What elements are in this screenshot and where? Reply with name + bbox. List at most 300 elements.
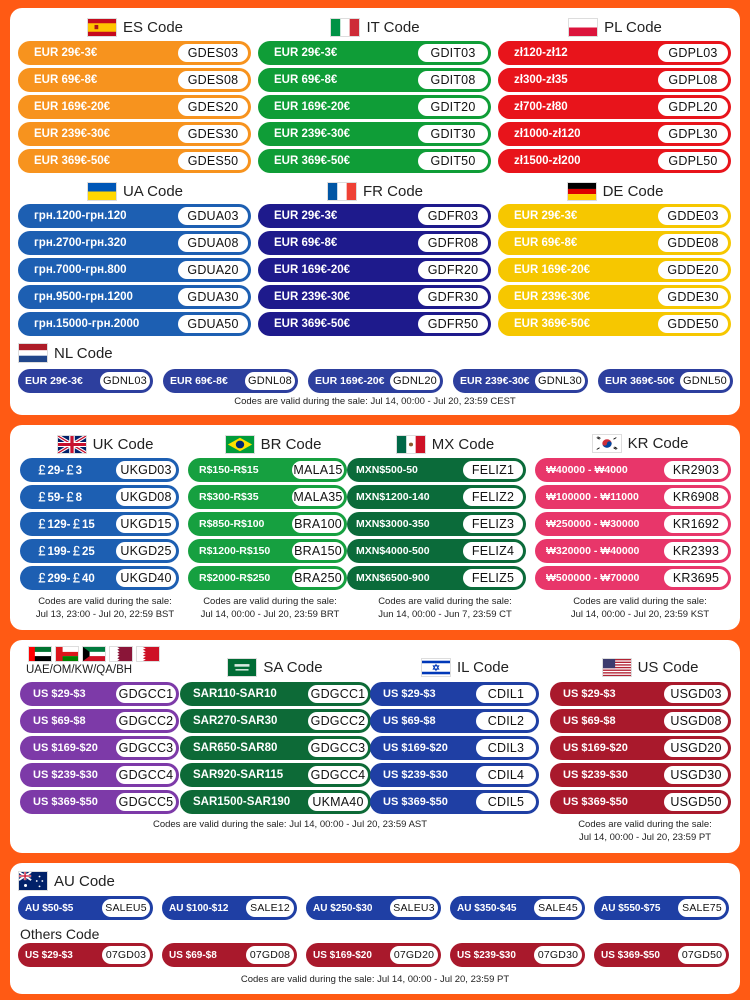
discount-tier: US $29-$3	[33, 688, 86, 700]
us-coupon-row[interactable]	[550, 709, 731, 733]
nl-title: NL Code	[54, 344, 113, 362]
coupon-code[interactable]: KR6908	[664, 488, 728, 506]
fr-header	[280, 180, 470, 202]
coupon-code[interactable]: SALE12	[246, 899, 294, 917]
discount-tier: zł1000-zł120	[514, 128, 581, 140]
gulf-validity-note: Codes are valid during the sale: Jul 14, 00:00 - Jul 20, 23:59 AST	[152, 819, 428, 830]
de-header	[520, 180, 710, 202]
br-coupon-row[interactable]	[188, 485, 347, 509]
discount-tier: EUR 239€-30€	[274, 291, 351, 303]
flag-oman-icon	[55, 646, 79, 662]
coupon-code[interactable]: MALA15	[293, 463, 343, 477]
coupon-code[interactable]: KR3695	[664, 569, 728, 587]
discount-tier: EUR 169€-20€	[274, 101, 351, 113]
discount-tier: AU $250-$30	[313, 902, 373, 914]
coupon-code[interactable]: USGD08	[664, 712, 728, 730]
coupon-code[interactable]: GDDE20	[658, 261, 728, 279]
uk-title: UK Code	[92, 435, 154, 453]
discount-tier: US $29-$3	[383, 688, 436, 700]
flag-korea-icon	[592, 434, 622, 453]
kr-coupon-row[interactable]	[535, 512, 731, 536]
mx-header	[360, 433, 530, 455]
discount-tier: EUR 239€-30€	[514, 291, 591, 303]
uk-header	[20, 433, 190, 455]
discount-tier: EUR 29€-3€	[274, 47, 338, 59]
nl-coupon-row[interactable]	[308, 369, 443, 393]
gulf-coupon-row[interactable]	[20, 736, 179, 760]
coupon-code[interactable]: GDFR20	[418, 261, 488, 279]
uk-coupon-row[interactable]	[20, 485, 179, 509]
es-coupon-row[interactable]	[18, 41, 251, 65]
discount-tier: SAR110-SAR10	[193, 688, 277, 700]
others-coupon-row[interactable]	[450, 943, 585, 967]
coupon-code[interactable]: GDGCC2	[116, 712, 176, 730]
de-coupon-row[interactable]	[498, 231, 731, 255]
flag-brazil-icon	[225, 435, 255, 454]
it-coupon-row[interactable]	[258, 41, 491, 65]
coupon-code[interactable]: GDUA50	[178, 315, 248, 333]
coupon-code[interactable]: SALEU3	[390, 899, 438, 917]
discount-tier: US $369-$50	[601, 949, 660, 961]
br-header	[188, 433, 358, 455]
coupon-code[interactable]: UKGD08	[116, 488, 176, 506]
discount-tier: SAR920-SAR115	[193, 769, 284, 781]
coupon-code[interactable]: USGD30	[664, 766, 728, 784]
coupon-code[interactable]: GDPL20	[658, 98, 728, 116]
coupon-code[interactable]: CDIL3	[476, 739, 536, 757]
discount-tier: US $369-$50	[383, 796, 448, 808]
discount-tier: US $69-$8	[383, 715, 436, 727]
coupon-code[interactable]: GDES08	[178, 71, 248, 89]
coupon-code[interactable]: 07GD50	[678, 946, 726, 964]
coupon-code[interactable]: CDIL4	[476, 766, 536, 784]
discount-tier: EUR 29€-3€	[274, 210, 338, 222]
flag-usa-icon	[602, 658, 632, 677]
fr-coupon-row[interactable]	[258, 258, 491, 282]
flag-kuwait-icon	[82, 646, 106, 662]
coupon-code[interactable]: GDPL50	[658, 152, 728, 170]
kr-coupon-row[interactable]	[535, 566, 731, 590]
il-coupon-row[interactable]	[370, 709, 539, 733]
coupon-code[interactable]: GDFR08	[418, 234, 488, 252]
coupon-code[interactable]: GDES20	[178, 98, 248, 116]
coupon-code[interactable]: GDES50	[178, 152, 248, 170]
coupon-code[interactable]: MALA35	[293, 490, 343, 504]
au-coupon-row[interactable]	[450, 896, 585, 920]
discount-tier: MXN$500-50	[356, 464, 418, 476]
discount-tier: ₩100000 - ₩11000	[546, 491, 639, 503]
flag-germany-icon	[567, 182, 597, 201]
de-coupon-row[interactable]	[498, 258, 731, 282]
coupon-code[interactable]: CDIL2	[476, 712, 536, 730]
flag-france-icon	[327, 182, 357, 201]
coupon-code[interactable]: BRA100	[292, 515, 344, 533]
sa-coupon-row[interactable]	[180, 763, 371, 787]
de-title: DE Code	[602, 182, 664, 200]
discount-tier: EUR 239€-30€	[274, 128, 351, 140]
coupon-code[interactable]: CDIL5	[476, 793, 536, 811]
discount-tier: US $29-$3	[563, 688, 616, 700]
us-coupon-row[interactable]	[550, 736, 731, 760]
br-coupon-row[interactable]	[188, 539, 347, 563]
coupon-code[interactable]: GDGCC1	[116, 685, 176, 703]
it-coupon-row[interactable]	[258, 68, 491, 92]
coupon-code[interactable]: GDGCC4	[308, 766, 368, 784]
nl-coupon-row[interactable]	[18, 369, 153, 393]
coupon-code[interactable]: BRA150	[292, 542, 344, 560]
gulf-flags	[28, 646, 160, 662]
coupon-code[interactable]: GDDE50	[658, 315, 728, 333]
coupon-code[interactable]: GDDE03	[658, 207, 728, 225]
kr-title: KR Code	[627, 434, 689, 452]
flag-poland-icon	[568, 18, 598, 37]
discount-tier: ￡59-￡8	[36, 492, 83, 504]
discount-tier: SAR1500-SAR190	[193, 796, 291, 808]
kr-coupon-row[interactable]	[535, 485, 731, 509]
coupon-code[interactable]: GDNL50	[680, 372, 730, 390]
pl-coupon-row[interactable]	[498, 122, 731, 146]
discount-tier: US $239-$30	[457, 949, 516, 961]
coupon-code[interactable]: USGD50	[664, 793, 728, 811]
discount-tier: EUR 29€-3€	[25, 375, 83, 387]
discount-tier: MXN$4000-500	[356, 545, 430, 557]
flag-australia-icon	[18, 871, 48, 891]
coupon-code[interactable]: FELIZ3	[463, 515, 523, 533]
coupon-code[interactable]: GDUA20	[178, 261, 248, 279]
coupon-code[interactable]: CDIL1	[476, 685, 536, 703]
discount-tier: EUR 69€-8€	[34, 74, 98, 86]
coupon-code[interactable]: GDGCC4	[116, 766, 176, 784]
uk-coupon-row[interactable]	[20, 539, 179, 563]
ua-coupon-row[interactable]	[18, 285, 251, 309]
sa-title: SA Code	[263, 658, 323, 676]
coupon-code[interactable]: GDDE08	[658, 234, 728, 252]
coupon-code[interactable]: UKGD15	[116, 515, 176, 533]
fr-coupon-row[interactable]	[258, 312, 491, 336]
coupon-code[interactable]: GDUA30	[178, 288, 248, 306]
sa-header	[190, 656, 360, 678]
discount-tier: EUR 169€-20€	[274, 264, 351, 276]
coupon-code[interactable]: SALE75	[678, 899, 726, 917]
nl-header	[18, 343, 113, 363]
uk-coupon-row[interactable]	[20, 512, 179, 536]
de-coupon-row[interactable]	[498, 312, 731, 336]
it-header	[280, 16, 470, 38]
discount-tier: US $239-$30	[383, 769, 448, 781]
coupon-code[interactable]: GDFR50	[418, 315, 488, 333]
coupon-code[interactable]: GDDE30	[658, 288, 728, 306]
pl-header	[520, 16, 710, 38]
discount-tier: ₩250000 - ₩30000	[546, 518, 640, 530]
coupon-code[interactable]: UKGD40	[116, 569, 176, 587]
au-coupon-row[interactable]	[18, 896, 153, 920]
ua-coupon-row[interactable]	[18, 312, 251, 336]
coupon-code[interactable]: SALE45	[534, 899, 582, 917]
discount-tier: EUR 369€-50€	[605, 375, 675, 387]
mx-coupon-row[interactable]	[347, 485, 526, 509]
coupon-code[interactable]: GDUA03	[178, 207, 248, 225]
il-title: IL Code	[457, 658, 509, 676]
uk-coupon-row[interactable]	[20, 566, 179, 590]
discount-tier: AU $100-$12	[169, 902, 229, 914]
sa-coupon-row[interactable]	[180, 682, 371, 706]
fr-coupon-row[interactable]	[258, 204, 491, 228]
discount-tier: MXN$1200-140	[356, 491, 430, 503]
discount-tier: AU $50-$5	[25, 902, 74, 914]
discount-tier: ￡129-￡15	[36, 519, 95, 531]
discount-tier: US $69-$8	[33, 715, 86, 727]
us-coupon-row[interactable]	[550, 790, 731, 814]
discount-tier: US $69-$8	[563, 715, 616, 727]
discount-tier: R$1200-R$150	[199, 545, 271, 557]
coupon-code[interactable]: GDPL03	[658, 44, 728, 62]
sa-coupon-row[interactable]	[180, 709, 371, 733]
others-coupon-row[interactable]	[306, 943, 441, 967]
br-validity-note: Codes are valid during the sale: Jul 14, 00:00 - Jul 20, 23:59 BRT	[200, 596, 340, 620]
coupon-code[interactable]: FELIZ4	[463, 542, 523, 560]
mx-title: MX Code	[431, 435, 495, 453]
mx-coupon-row[interactable]	[347, 539, 526, 563]
uk-coupon-row[interactable]	[20, 458, 179, 482]
it-coupon-row[interactable]	[258, 95, 491, 119]
kr-coupon-row[interactable]	[535, 458, 731, 482]
coupon-code[interactable]: 07GD20	[390, 946, 438, 964]
coupon-code[interactable]: GDFR03	[418, 207, 488, 225]
panel-gulf-us	[10, 640, 740, 853]
br-coupon-row[interactable]	[188, 512, 347, 536]
discount-tier: AU $550-$75	[601, 902, 661, 914]
pl-coupon-row[interactable]	[498, 41, 731, 65]
discount-tier: EUR 29€-3€	[514, 210, 578, 222]
others-coupon-row[interactable]	[162, 943, 297, 967]
flag-uae-icon	[28, 646, 52, 662]
discount-tier: US $29-$3	[25, 949, 73, 961]
coupon-code[interactable]: GDNL08	[245, 372, 295, 390]
coupon-code[interactable]: UKMA40	[308, 793, 368, 811]
coupon-code[interactable]: GDES30	[178, 125, 248, 143]
discount-tier: R$300-R$35	[199, 491, 259, 503]
ua-coupon-row[interactable]	[18, 258, 251, 282]
coupon-code[interactable]: GDFR30	[418, 288, 488, 306]
others-header: Others Code	[20, 926, 100, 942]
au-coupon-row[interactable]	[162, 896, 297, 920]
coupon-code[interactable]: GDPL30	[658, 125, 728, 143]
nl-coupon-row[interactable]	[163, 369, 298, 393]
us-validity-note: Codes are valid during the sale: Jul 14, 00:00 - Jul 20, 23:59 PT	[578, 819, 712, 843]
flag-spain-icon	[87, 18, 117, 37]
discount-tier: EUR 69€-8€	[514, 237, 578, 249]
coupon-code[interactable]: GDGCC3	[308, 739, 368, 757]
us-title: US Code	[637, 658, 699, 676]
discount-tier: грн.1200-грн.120	[34, 210, 127, 222]
discount-tier: zł120-zł12	[514, 47, 568, 59]
coupon-code[interactable]: FELIZ2	[463, 488, 523, 506]
discount-tier: US $169-$20	[563, 742, 628, 754]
it-coupon-row[interactable]	[258, 122, 491, 146]
coupon-code[interactable]: FELIZ5	[463, 569, 523, 587]
gulf-coupon-row[interactable]	[20, 709, 179, 733]
flag-bahrain-icon	[136, 646, 160, 662]
eu-validity-note: Codes are valid during the sale: Jul 14, 00:00 - Jul 20, 23:59 CEST	[234, 396, 516, 407]
gulf-coupon-row[interactable]	[20, 763, 179, 787]
coupon-code[interactable]: GDIT30	[418, 125, 488, 143]
coupon-code[interactable]: 07GD30	[534, 946, 582, 964]
es-coupon-row[interactable]	[18, 68, 251, 92]
coupon-code[interactable]: GDGCC3	[116, 739, 176, 757]
coupon-code[interactable]: GDNL20	[390, 372, 440, 390]
il-coupon-row[interactable]	[370, 763, 539, 787]
sa-coupon-row[interactable]	[180, 790, 371, 814]
discount-tier: US $69-$8	[169, 949, 217, 961]
gulf-coupon-row[interactable]	[20, 790, 179, 814]
discount-tier: EUR 369€-50€	[274, 155, 351, 167]
discount-tier: US $369-$50	[33, 796, 98, 808]
ua-header	[40, 180, 230, 202]
pl-title: PL Code	[604, 18, 662, 36]
au-coupon-row[interactable]	[594, 896, 729, 920]
discount-tier: ₩500000 - ₩70000	[546, 572, 640, 584]
coupon-code[interactable]: KR1692	[664, 515, 728, 533]
it-coupon-row[interactable]	[258, 149, 491, 173]
discount-tier: EUR 169€-20€	[514, 264, 591, 276]
kr-coupon-row[interactable]	[535, 539, 731, 563]
fr-coupon-row[interactable]	[258, 231, 491, 255]
discount-tier: ￡199-￡25	[36, 546, 95, 558]
coupon-code[interactable]: UKGD03	[116, 461, 176, 479]
discount-tier: грн.9500-грн.1200	[34, 291, 133, 303]
coupon-code[interactable]: GDPL08	[658, 71, 728, 89]
discount-tier: US $169-$20	[383, 742, 448, 754]
discount-tier: zł300-zł35	[514, 74, 568, 86]
discount-tier: EUR 69€-8€	[274, 237, 338, 249]
others-coupon-row[interactable]	[594, 943, 729, 967]
au-header	[18, 871, 115, 891]
il-coupon-row[interactable]	[370, 790, 539, 814]
discount-tier: ￡299-￡40	[36, 573, 95, 585]
discount-tier: US $239-$30	[33, 769, 98, 781]
others-coupon-row[interactable]	[18, 943, 153, 967]
coupon-code[interactable]: SALEU5	[102, 899, 150, 917]
coupon-code[interactable]: USGD20	[664, 739, 728, 757]
nl-coupon-row[interactable]	[453, 369, 588, 393]
coupon-code[interactable]: UKGD25	[116, 542, 176, 560]
coupon-code[interactable]: 07GD03	[102, 946, 150, 964]
br-coupon-row[interactable]	[188, 566, 347, 590]
es-coupon-row[interactable]	[18, 149, 251, 173]
discount-tier: EUR 369€-50€	[274, 318, 351, 330]
coupon-code[interactable]: GDUA08	[178, 234, 248, 252]
discount-tier: грн.2700-грн.320	[34, 237, 127, 249]
mx-coupon-row[interactable]	[347, 566, 526, 590]
discount-tier: AU $350-$45	[457, 902, 517, 914]
il-header	[380, 656, 550, 678]
discount-tier: ₩40000 - ₩4000	[546, 464, 628, 476]
us-coupon-row[interactable]	[550, 682, 731, 706]
mx-coupon-row[interactable]	[347, 512, 526, 536]
discount-tier: SAR650-SAR80	[193, 742, 278, 754]
de-coupon-row[interactable]	[498, 204, 731, 228]
mx-validity-note: Codes are valid during the sale: Jun 14, 00:00 - Jun 7, 23:59 CT	[378, 596, 512, 620]
discount-tier: EUR 169€-20€	[315, 375, 385, 387]
ua-coupon-row[interactable]	[18, 204, 251, 228]
gulf-coupon-row[interactable]	[20, 682, 179, 706]
es-header	[40, 16, 230, 38]
il-coupon-row[interactable]	[370, 682, 539, 706]
coupon-code[interactable]: GDIT20	[418, 98, 488, 116]
au-title: AU Code	[54, 872, 115, 890]
coupon-code[interactable]: GDIT50	[418, 152, 488, 170]
coupon-code[interactable]: KR2903	[664, 461, 728, 479]
discount-tier: EUR 239€-30€	[460, 375, 530, 387]
coupon-code[interactable]: GDNL30	[535, 372, 585, 390]
es-coupon-row[interactable]	[18, 122, 251, 146]
others-validity-note: Codes are valid during the sale: Jul 14, 00:00 - Jul 20, 23:59 PT	[240, 974, 510, 985]
flag-israel-icon	[421, 658, 451, 677]
pl-coupon-row[interactable]	[498, 95, 731, 119]
discount-tier: EUR 369€-50€	[34, 155, 111, 167]
pl-coupon-row[interactable]	[498, 68, 731, 92]
discount-tier: ₩320000 - ₩40000	[546, 545, 640, 557]
coupon-code[interactable]: GDIT03	[418, 44, 488, 62]
au-coupon-row[interactable]	[306, 896, 441, 920]
discount-tier: R$150-R$15	[199, 464, 259, 476]
panel-au-others	[10, 863, 740, 994]
br-coupon-row[interactable]	[188, 458, 347, 482]
coupon-code[interactable]: GDIT08	[418, 71, 488, 89]
coupon-code[interactable]: BRA250	[292, 569, 344, 587]
kr-validity-note: Codes are valid during the sale: Jul 14, 00:00 - Jul 20, 23:59 KST	[570, 596, 710, 620]
coupon-code[interactable]: GDES03	[178, 44, 248, 62]
pl-coupon-row[interactable]	[498, 149, 731, 173]
coupon-code[interactable]: GDGCC1	[308, 685, 368, 703]
fr-title: FR Code	[362, 182, 424, 200]
coupon-code[interactable]: GDNL03	[100, 372, 150, 390]
discount-tier: US $169-$20	[33, 742, 98, 754]
flag-uk-icon	[57, 435, 87, 454]
sa-coupon-row[interactable]	[180, 736, 371, 760]
flag-saudi-icon	[227, 658, 257, 677]
ua-coupon-row[interactable]	[18, 231, 251, 255]
fr-coupon-row[interactable]	[258, 285, 491, 309]
il-coupon-row[interactable]	[370, 736, 539, 760]
flag-italy-icon	[330, 18, 360, 37]
de-coupon-row[interactable]	[498, 285, 731, 309]
discount-tier: US $369-$50	[563, 796, 628, 808]
discount-tier: EUR 69€-8€	[170, 375, 228, 387]
flag-mexico-icon	[396, 435, 426, 454]
discount-tier: EUR 69€-8€	[274, 74, 338, 86]
us-coupon-row[interactable]	[550, 763, 731, 787]
discount-tier: SAR270-SAR30	[193, 715, 278, 727]
coupon-code[interactable]: GDGCC2	[308, 712, 368, 730]
coupon-code[interactable]: KR2393	[664, 542, 728, 560]
es-coupon-row[interactable]	[18, 95, 251, 119]
discount-tier: US $239-$30	[563, 769, 628, 781]
discount-tier: MXN$6500-900	[356, 572, 430, 584]
coupon-code[interactable]: FELIZ1	[463, 461, 523, 479]
flag-qatar-icon	[109, 646, 133, 662]
nl-coupon-row[interactable]	[598, 369, 733, 393]
discount-tier: грн.7000-грн.800	[34, 264, 127, 276]
kr-header	[550, 432, 730, 454]
coupon-code[interactable]: USGD03	[664, 685, 728, 703]
discount-tier: EUR 369€-50€	[514, 318, 591, 330]
discount-tier: MXN$3000-350	[356, 518, 430, 530]
discount-tier: US $169-$20	[313, 949, 372, 961]
coupon-code[interactable]: GDGCC5	[116, 793, 176, 811]
coupon-code[interactable]: 07GD08	[246, 946, 294, 964]
mx-coupon-row[interactable]	[347, 458, 526, 482]
